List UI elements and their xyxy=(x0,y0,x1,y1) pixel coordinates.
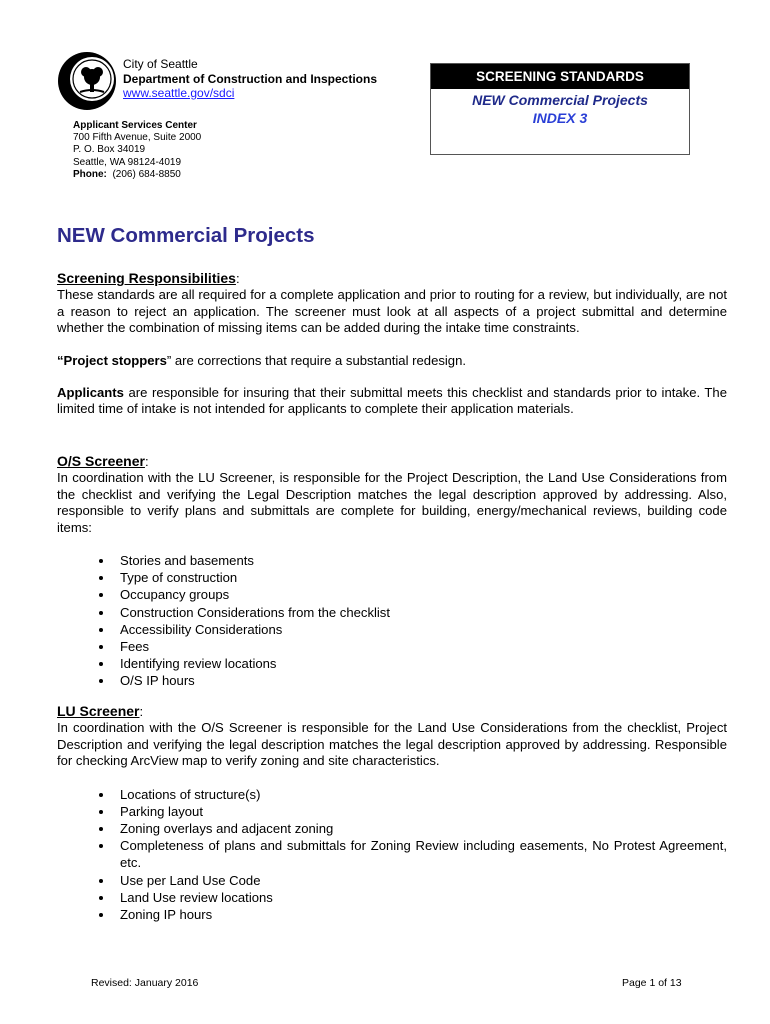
stoppers-paragraph xyxy=(57,353,727,369)
list-item: Land Use review locations xyxy=(57,889,727,906)
phone-label: Phone: xyxy=(73,168,107,180)
lu-screener-section: LU Screener: In coordination with the O/S Screener is responsible for the Land Use Considerations from the checklist, Project Description and verifying the legal description matches the legal description approved by addressing. Responsible for checking ArcView map to verify zoning and site characteristics. Locations of structure(s) Parking layout Zoning overlays and adjacent zoning Completeness of plans and submittals for Zoning Review including easements, No Protest Agreement, etc. Use per Land Use Code Land Use review locations Zoning IP hours xyxy=(57,703,727,923)
list-item: Accessibility Considerations xyxy=(57,621,727,638)
bullet-icon xyxy=(99,793,103,797)
list-item: Type of construction xyxy=(57,569,727,586)
applicants-text: are responsible for insuring that their submittal meets this checklist and standards prior to intake. The limited time of intake is not intended for applicants to complete their application materials. xyxy=(57,385,727,417)
screening-standards-box xyxy=(430,63,690,155)
bullet-icon xyxy=(99,645,103,649)
screening-section: Screening Responsibilities: These standards are all required for a complete application and prior to routing for a review, but individually, are not a reason to reject an application. The screener must look at all aspects of a project submittal and determine whether the combination of missing items can be added during the intake time constraints. “Project stoppers” are corrections that require a substantial redesign. Applicants are responsible for insuring that their submittal meets this checklist and standards prior to intake. The limited time of intake is not intended for applicants to complete their application materials. xyxy=(57,270,727,417)
lu-screener-list xyxy=(57,786,727,924)
list-item: O/S IP hours xyxy=(57,672,727,689)
phone-line xyxy=(73,169,201,181)
bullet-icon xyxy=(99,896,103,900)
stoppers-term: “Project stoppers xyxy=(57,352,167,368)
bullet-icon xyxy=(99,844,103,848)
bullet-icon xyxy=(99,879,103,883)
bullet-icon xyxy=(99,827,103,831)
address-line-2: P. O. Box 34019 xyxy=(73,144,146,156)
page-title: NEW Commercial Projects xyxy=(57,224,315,247)
screening-paragraph: These standards are all required for a complete application and prior to routing for a review, but individually, are not a reason to reject an application. The screener must look at all aspects of a project submittal and determine whether the combination of missing items can be added during the intake time constraints. xyxy=(57,287,727,336)
bullet-icon xyxy=(99,913,103,917)
list-item: Occupancy groups xyxy=(57,586,727,603)
bullet-icon xyxy=(99,611,103,615)
list-item: Fees xyxy=(57,638,727,655)
city-seal-logo xyxy=(56,50,118,112)
bullet-icon xyxy=(99,593,103,597)
list-item: Use per Land Use Code xyxy=(57,872,727,889)
address-line-3: Seattle, WA 98124-4019 xyxy=(73,156,182,168)
department-name: Department of Construction and Inspections xyxy=(123,71,378,86)
org-block xyxy=(123,57,377,101)
os-screener-paragraph: In coordination with the LU Screener, is responsible for the Project Description, the Land Use Considerations from the checklist and verifying the Legal Description matches the legal description approved by addressing. Also, responsible to verify plans and submittals are complete for building, energy/mechanical reviews, building code items: xyxy=(57,470,727,535)
city-name: City of Seattle xyxy=(123,57,198,71)
os-screener-list xyxy=(57,552,727,690)
list-item: Identifying review locations xyxy=(57,655,727,672)
revised-date: Revised: January 2016 xyxy=(91,977,199,989)
list-item: Construction Considerations from the checklist xyxy=(57,604,727,621)
screening-heading: Screening Responsibilities xyxy=(57,270,236,286)
list-item: Completeness of plans and submittals for Zoning Review including easements, No Protest Agreement, etc. xyxy=(57,837,727,871)
bullet-icon xyxy=(99,810,103,814)
os-screener-heading: O/S Screener xyxy=(57,453,145,469)
phone-number: (206) 684-8850 xyxy=(112,168,181,180)
bullet-icon xyxy=(99,628,103,632)
list-item: Locations of structure(s) xyxy=(57,786,727,803)
bullet-icon xyxy=(99,559,103,563)
address-line-1: 700 Fifth Avenue, Suite 2000 xyxy=(73,132,202,144)
standards-subtitle: NEW Commercial Projects xyxy=(472,92,648,108)
standards-heading: SCREENING STANDARDS xyxy=(431,64,689,89)
list-item: Stories and basements xyxy=(57,552,727,569)
bullet-icon xyxy=(99,576,103,580)
bullet-icon xyxy=(99,662,103,666)
list-item: Zoning overlays and adjacent zoning xyxy=(57,820,727,837)
applicants-term: Applicants xyxy=(57,385,124,401)
os-screener-section: O/S Screener: In coordination with the LU Screener, is responsible for the Project Description, the Land Use Considerations from the checklist and verifying the Legal Description matches the legal description approved by addressing. Also, responsible to verify plans and submittals are complete for building, energy/mechanical reviews, building code items: Stories and basements Type of construction Occupancy groups Construction Considerations from the checklist Accessibility Considerations Fees Identifying review locations O/S IP hours xyxy=(57,453,727,689)
lu-screener-paragraph: In coordination with the O/S Screener is responsible for the Land Use Considerations from the checklist, Project Description and verifying the legal description matches the legal description approved by addressing. Responsible for checking ArcView map to verify zoning and site characteristics. xyxy=(57,720,727,769)
page-number: Page 1 of 13 xyxy=(622,977,682,989)
stoppers-text: ” are corrections that require a substantial redesign. xyxy=(166,352,467,368)
bullet-icon xyxy=(99,679,103,683)
standards-index: INDEX 3 xyxy=(532,110,588,126)
lu-screener-heading: LU Screener xyxy=(57,703,140,719)
applicant-services-block xyxy=(73,120,201,181)
office-name: Applicant Services Center xyxy=(73,120,197,131)
list-item: Parking layout xyxy=(57,803,727,820)
website-link[interactable]: www.seattle.gov/sdci xyxy=(123,86,235,100)
list-item: Zoning IP hours xyxy=(57,906,727,923)
applicants-paragraph xyxy=(57,385,727,418)
